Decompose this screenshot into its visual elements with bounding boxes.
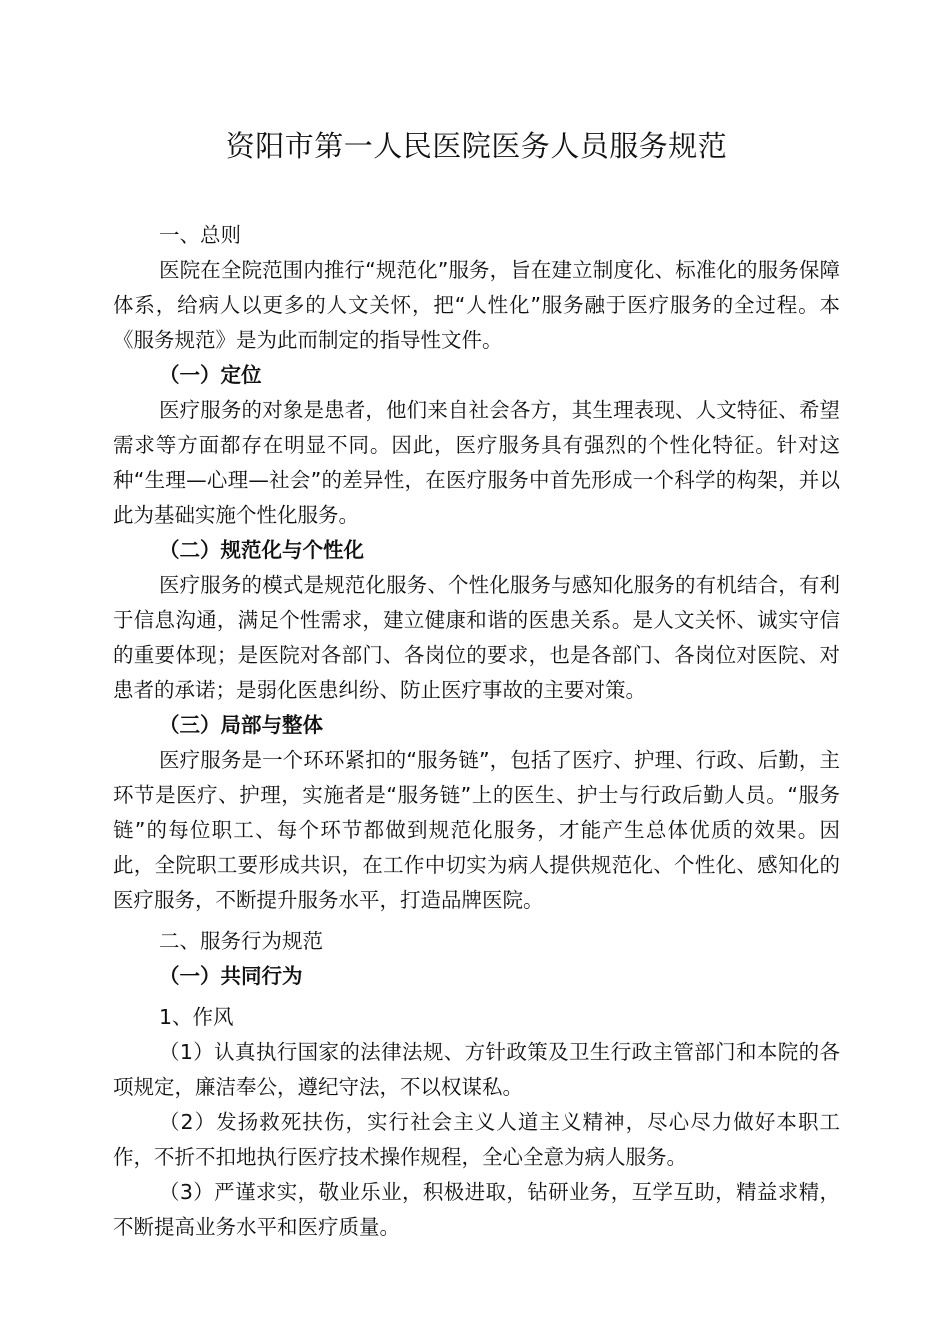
- section-positioning-heading: （一）定位: [159, 363, 262, 387]
- section-behavior-heading: 二、服务行为规范: [159, 929, 323, 953]
- section-whole-heading: （三）局部与整体: [159, 713, 323, 737]
- style-item-1: （1）认真执行国家的法律法规、方针政策及卫生行政主管部门和本院的各项规定，廉洁奉公，遵纪守法，不以权谋私。: [113, 1040, 840, 1099]
- section-standard-text: 医疗服务的模式是规范化服务、个性化服务与感知化服务的有机结合，有利于信息沟通，满足个性需求，建立健康和谐的医患关系。是人文关怀、诚实守信的重要体现；是医院对各部门、各岗位的要求，也是各部门、各岗位对医院、对患者的承诺；是弱化医患纠纷、防止医疗事故的主要对策。: [113, 573, 840, 702]
- page-title: 资阳市第一人民医院医务人员服务规范: [225, 129, 728, 163]
- section-general-text: 医院在全院范围内推行“规范化”服务，旨在建立制度化、标准化的服务保障体系，给病人以更多的人文关怀，把“人性化”服务融于医疗服务的全过程。本《服务规范》是为此而制定的指导性文件。: [113, 258, 840, 352]
- style-item-3: （3）严谨求实，敬业乐业，积极进取，钻研业务，互学互助，精益求精，不断提高业务水平和医疗质量。: [113, 1180, 840, 1239]
- section-whole-text: 医疗服务是一个环环紧扣的“服务链”，包括了医疗、护理、行政、后勤，主环节是医疗、护理，实施者是“服务链”上的医生、护士与行政后勤人员。“服务链”的每位职工、每个环节都做到规范化服务，才能产生总体优质的效果。因此，全院职工要形成共识，在工作中切实为病人提供规范化、个性化、感知化的医疗服务，不断提升服务水平，打造品牌医院。: [113, 748, 840, 912]
- style-item-2: （2）发扬救死扶伤，实行社会主义人道主义精神，尽心尽力做好本职工作，不折不扣地执行医疗技术操作规程，全心全意为病人服务。: [113, 1110, 840, 1169]
- section-style-heading: 1、作风: [159, 1005, 234, 1029]
- section-general-heading: 一、总则: [159, 223, 241, 247]
- section-standard-heading: （二）规范化与个性化: [159, 538, 364, 562]
- section-positioning-text: 医疗服务的对象是患者，他们来自社会各方，其生理表现、人文特征、希望需求等方面都存在明显不同。因此，医疗服务具有强烈的个性化特征。针对这种“生理—心理—社会”的差异性，在医疗服务中首先形成一个科学的构架，并以此为基础实施个性化服务。: [113, 398, 840, 527]
- section-common-heading: （一）共同行为: [159, 964, 303, 988]
